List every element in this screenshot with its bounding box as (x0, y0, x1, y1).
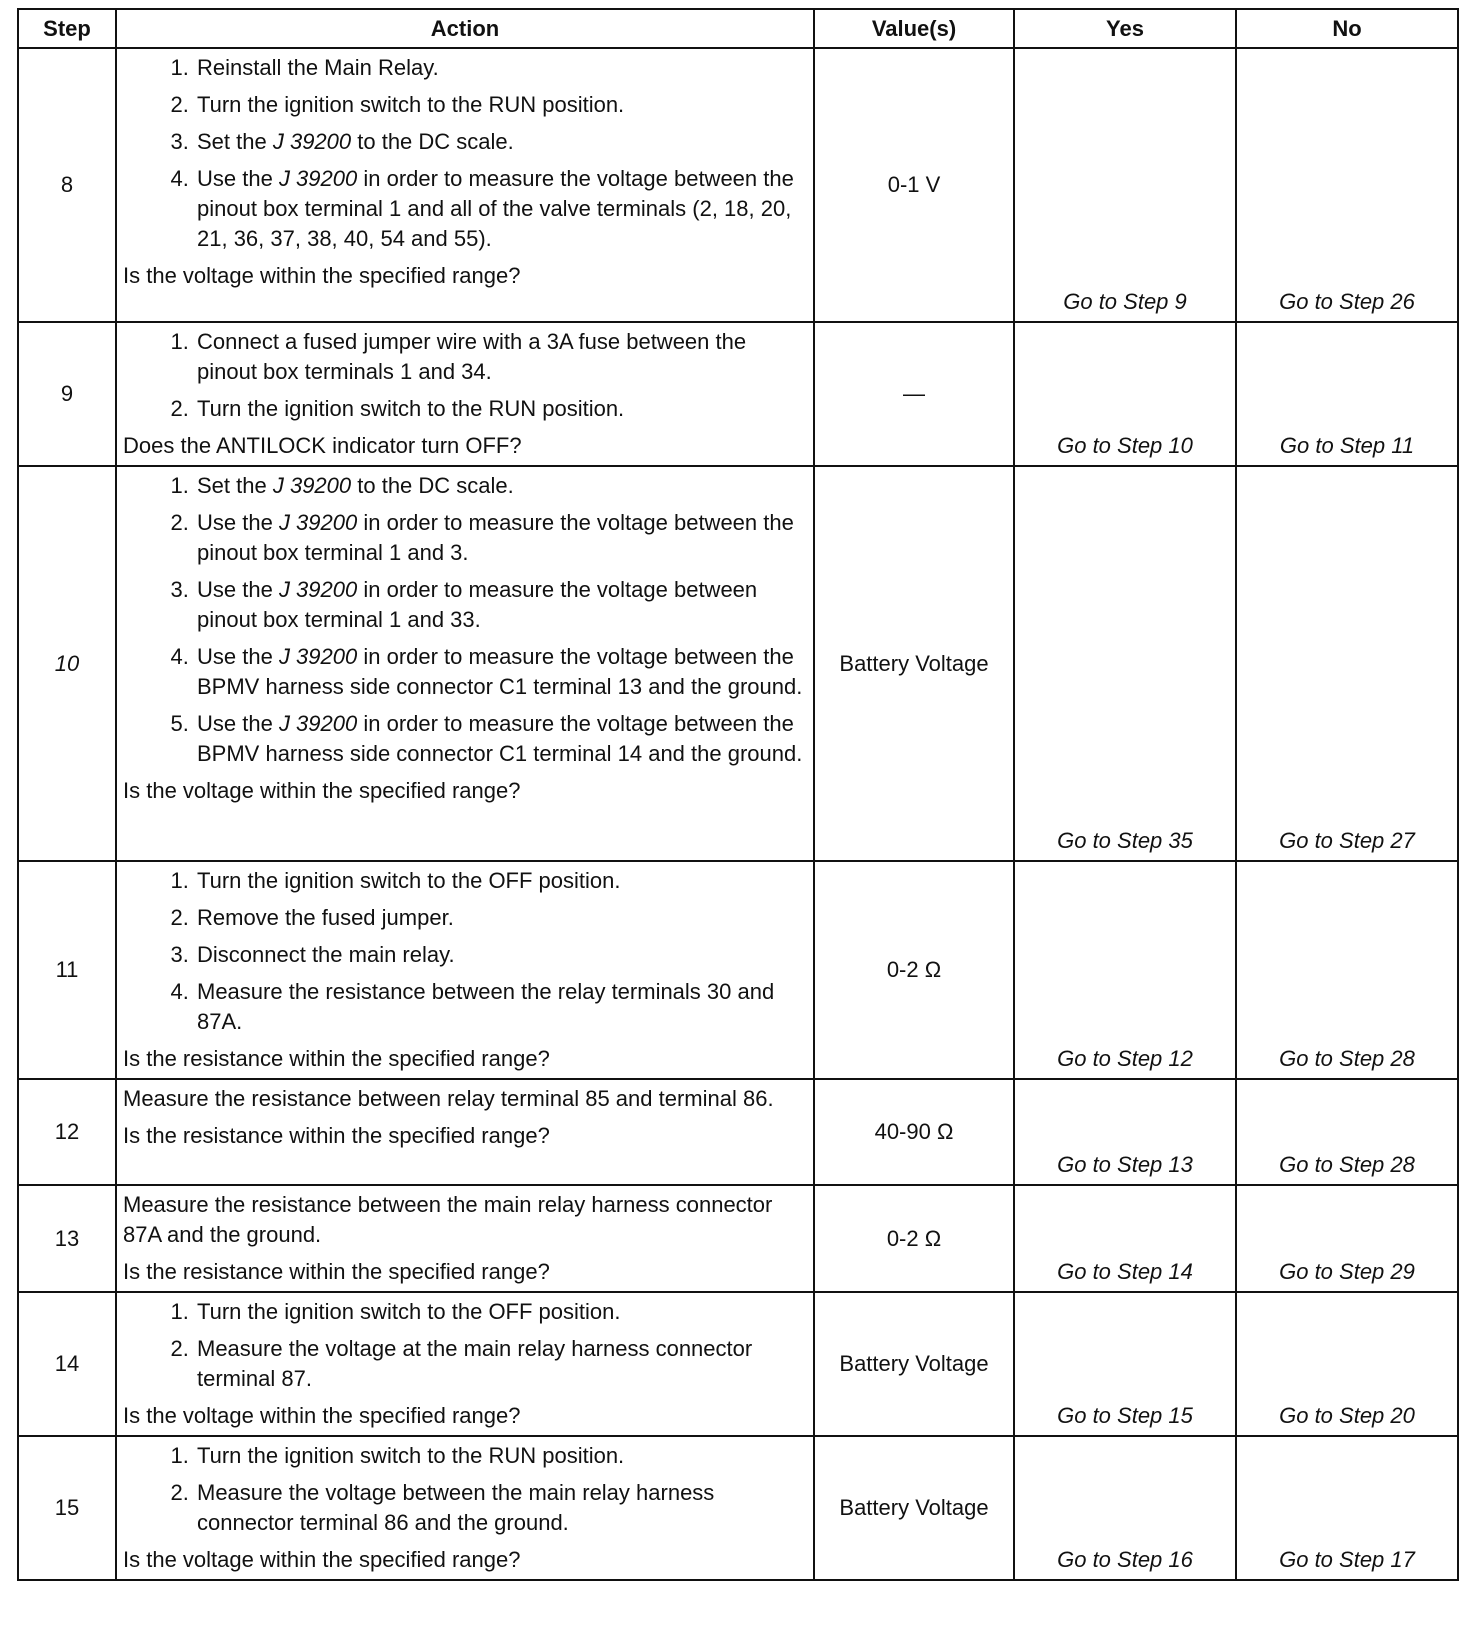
table-row (18, 1436, 1458, 1580)
table-row (18, 1185, 1458, 1292)
action-steps-list (123, 327, 807, 424)
action-cell (116, 1292, 814, 1436)
question-text: Is the voltage within the specified range? (123, 778, 521, 803)
action-cell (116, 861, 814, 1079)
no-cell: Go to Step 28 (1236, 861, 1458, 1079)
action-step (195, 903, 807, 933)
action-text: in order to measure the voltage between the pinout box terminal 1 and all of the valve terminals (2, 18, 20, 21, 36, 37, 38, 40, 54 and 55). (197, 166, 794, 251)
action-text: in order to measure the voltage between the pinout box terminal 1 and 3. (197, 510, 794, 565)
action-step (195, 53, 807, 83)
tool-reference: J 39200 (278, 577, 358, 602)
step-number: 13 (18, 1185, 116, 1292)
no-cell: Go to Step 28 (1236, 1079, 1458, 1185)
action-cell (116, 48, 814, 322)
no-cell: Go to Step 26 (1236, 48, 1458, 322)
action-step (195, 709, 807, 769)
yes-cell: Go to Step 15 (1014, 1292, 1236, 1436)
table-row (18, 322, 1458, 466)
table-row (18, 466, 1458, 861)
table-body (18, 48, 1458, 1580)
tool-reference: J 39200 (278, 166, 358, 191)
action-step (195, 327, 807, 387)
action-cell (116, 1079, 814, 1185)
step-number: 12 (18, 1079, 116, 1185)
action-cell (116, 1185, 814, 1292)
question-text: Is the voltage within the specified range? (123, 1403, 521, 1428)
action-text: Set the (197, 473, 273, 498)
action-cell (116, 322, 814, 466)
yes-cell: Go to Step 14 (1014, 1185, 1236, 1292)
action-text: Reinstall the Main Relay. (197, 55, 439, 80)
action-step (195, 394, 807, 424)
action-step (195, 471, 807, 501)
action-text: to the DC scale. (351, 473, 514, 498)
yes-cell: Go to Step 35 (1014, 466, 1236, 861)
table-header (18, 9, 1458, 48)
action-text: in order to measure the voltage between the BPMV harness side connector C1 terminal 14 and the ground. (197, 711, 803, 766)
header-step: Step (18, 9, 116, 48)
action-text: Turn the ignition switch to the OFF position. (197, 868, 621, 893)
value-cell: 0-2 Ω (814, 1185, 1014, 1292)
action-text: Use the (197, 510, 279, 535)
action-step (195, 940, 807, 970)
value-cell: 0-1 V (814, 48, 1014, 322)
header-row (18, 9, 1458, 48)
action-text: Turn the ignition switch to the RUN position. (197, 92, 625, 117)
value-cell: 40-90 Ω (814, 1079, 1014, 1185)
action-text: to the DC scale. (351, 129, 514, 154)
table-row (18, 48, 1458, 322)
action-text: Measure the voltage between the main relay harness connector terminal 86 and the ground. (197, 1480, 715, 1535)
yes-cell: Go to Step 10 (1014, 322, 1236, 466)
step-number: 8 (18, 48, 116, 322)
action-steps-list (123, 53, 807, 254)
question-text: Is the voltage within the specified range? (123, 1547, 521, 1572)
header-values: Value(s) (814, 9, 1014, 48)
value-cell: — (814, 322, 1014, 466)
action-paragraph: Measure the resistance between relay terminal 85 and terminal 86. (123, 1086, 774, 1111)
question-text: Is the voltage within the specified range? (123, 263, 521, 288)
header-action: Action (116, 9, 814, 48)
action-step (195, 642, 807, 702)
no-cell: Go to Step 11 (1236, 322, 1458, 466)
tool-reference: J 39200 (272, 129, 352, 154)
no-cell: Go to Step 27 (1236, 466, 1458, 861)
yes-cell: Go to Step 12 (1014, 861, 1236, 1079)
action-step (195, 1478, 807, 1538)
action-text: Use the (197, 577, 279, 602)
action-text: in order to measure the voltage between pinout box terminal 1 and 33. (197, 577, 758, 632)
value-cell: Battery Voltage (814, 1292, 1014, 1436)
tool-reference: J 39200 (278, 711, 358, 736)
step-number: 10 (18, 466, 116, 861)
no-cell: Go to Step 20 (1236, 1292, 1458, 1436)
action-cell (116, 466, 814, 861)
question-text: Is the resistance within the specified range? (123, 1123, 550, 1148)
yes-cell: Go to Step 13 (1014, 1079, 1236, 1185)
action-text: in order to measure the voltage between the BPMV harness side connector C1 terminal 13 and the ground. (197, 644, 803, 699)
action-text: Measure the voltage at the main relay harness connector terminal 87. (197, 1336, 753, 1391)
tool-reference: J 39200 (278, 644, 358, 669)
action-step (195, 164, 807, 254)
action-step (195, 127, 807, 157)
action-text: Turn the ignition switch to the RUN position. (197, 396, 625, 421)
action-text: Disconnect the main relay. (197, 942, 455, 967)
table-row (18, 1292, 1458, 1436)
yes-cell: Go to Step 16 (1014, 1436, 1236, 1580)
action-text: Set the (197, 129, 273, 154)
action-step (195, 575, 807, 635)
action-step (195, 977, 807, 1037)
action-text: Use the (197, 166, 279, 191)
action-steps-list (123, 1441, 807, 1538)
step-number: 14 (18, 1292, 116, 1436)
step-number: 11 (18, 861, 116, 1079)
action-text: Turn the ignition switch to the OFF position. (197, 1299, 621, 1324)
action-text: Turn the ignition switch to the RUN position. (197, 1443, 625, 1468)
action-step (195, 1334, 807, 1394)
action-step (195, 866, 807, 896)
tool-reference: J 39200 (272, 473, 352, 498)
header-yes: Yes (1014, 9, 1236, 48)
table-row (18, 861, 1458, 1079)
action-text: Remove the fused jumper. (197, 905, 454, 930)
action-steps-list (123, 1297, 807, 1394)
action-step (195, 90, 807, 120)
step-number: 15 (18, 1436, 116, 1580)
action-cell (116, 1436, 814, 1580)
question-text: Is the resistance within the specified range? (123, 1259, 550, 1284)
action-step (195, 1297, 807, 1327)
value-cell: 0-2 Ω (814, 861, 1014, 1079)
action-steps-list (123, 471, 807, 769)
action-text: Measure the resistance between the relay terminals 30 and 87A. (197, 979, 775, 1034)
no-cell: Go to Step 29 (1236, 1185, 1458, 1292)
tool-reference: J 39200 (278, 510, 358, 535)
no-cell: Go to Step 17 (1236, 1436, 1458, 1580)
diagnostic-table (17, 8, 1459, 1581)
action-step (195, 1441, 807, 1471)
action-text: Use the (197, 644, 279, 669)
step-number: 9 (18, 322, 116, 466)
value-cell: Battery Voltage (814, 466, 1014, 861)
action-text: Use the (197, 711, 279, 736)
question-text: Does the ANTILOCK indicator turn OFF? (123, 433, 522, 458)
action-text: Connect a fused jumper wire with a 3A fuse between the pinout box terminals 1 and 34. (197, 329, 747, 384)
value-cell: Battery Voltage (814, 1436, 1014, 1580)
question-text: Is the resistance within the specified range? (123, 1046, 550, 1071)
table-row (18, 1079, 1458, 1185)
action-paragraph: Measure the resistance between the main relay harness connector 87A and the ground. (123, 1192, 773, 1247)
action-steps-list (123, 866, 807, 1037)
action-step (195, 508, 807, 568)
yes-cell: Go to Step 9 (1014, 48, 1236, 322)
header-no: No (1236, 9, 1458, 48)
